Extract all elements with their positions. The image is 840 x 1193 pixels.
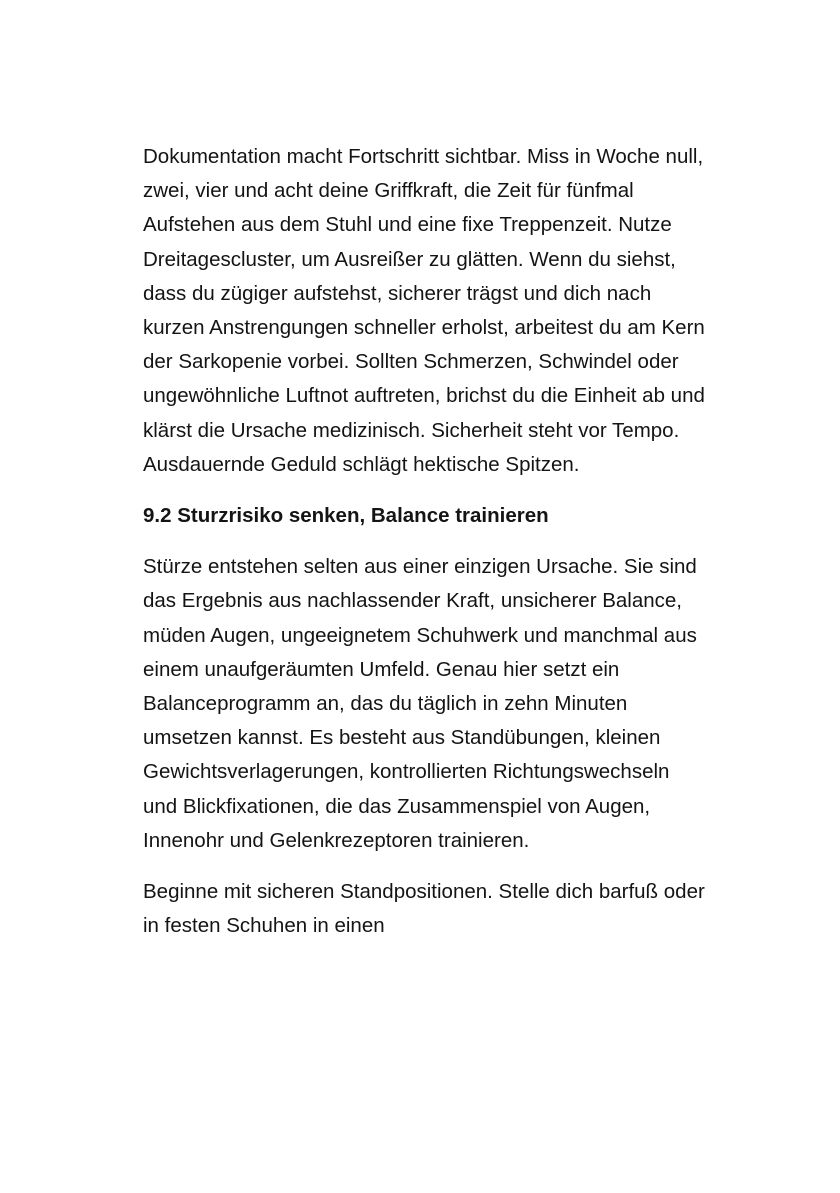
section-heading: 9.2 Sturzrisiko senken, Balance trainieren [143, 504, 549, 528]
paragraph-documentation: Dokumentation macht Fortschritt sichtbar. Miss in Woche null, zwei, vier und acht deine Griffkraft, die Zeit für fünfmal Aufstehen aus dem Stuhl und eine fixe Treppenzeit. Nutze Dreitagescluster, um Ausreißer zu glätten. Wenn du siehst, dass du zügiger aufstehst, sicherer trägst und dich nach kurzen Anstrengungen schneller erholst, arbeitest du am Kern der Sarkopenie vorbei. Sollten Schmerzen, Schwindel oder ungewöhnliche Luftnot auftreten, brichst du die Einheit ab und klärst die Ursache medizinisch. Sicherheit steht vor Tempo. Ausdauernde Geduld schlägt hektische Spitzen. [143, 145, 705, 476]
paragraph-falls: Stürze entstehen selten aus einer einzigen Ursache. Sie sind das Ergebnis aus nachlassender Kraft, unsicherer Balance, müden Augen, ungeeignetem Schuhwerk und manchmal aus einem unaufgeräumten Umfeld. Genau hier setzt ein Balanceprogramm an, das du täglich in zehn Minuten umsetzen kannst. Es besteht aus Standübungen, kleinen Gewichtsverlagerungen, kontrollierten Richtungswechseln und Blickfixationen, die das Zusammenspiel von Augen, Innenohr und Gelenkrezeptoren trainieren. [143, 555, 697, 852]
paragraph-stand-positions: Beginne mit sicheren Standpositionen. Stelle dich barfuß oder in festen Schuhen in einen [143, 880, 705, 938]
document-page [143, 140, 708, 943]
